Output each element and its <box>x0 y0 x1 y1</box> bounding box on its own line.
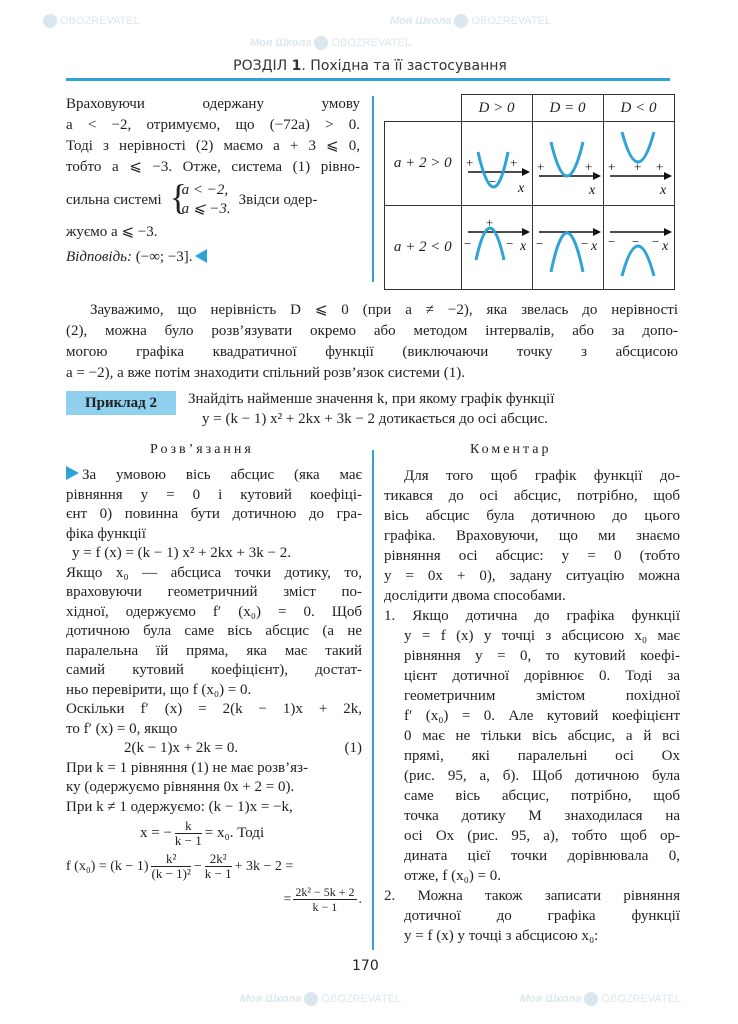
svg-text:−: − <box>580 236 588 251</box>
section-label: РОЗДІЛ <box>233 58 288 74</box>
section-number: 1 <box>291 58 302 74</box>
top-left-line: Враховуючи одержану умову <box>66 96 360 112</box>
comment-line: саме вісь абсцис, потрібно, щоб <box>404 788 680 804</box>
svg-text:+: + <box>607 159 615 174</box>
top-left-line: тобто a ⩽ −3. Отже, система (1) рівно- <box>66 159 360 175</box>
svg-text:−: − <box>651 234 659 249</box>
svg-text:−: − <box>535 236 543 251</box>
answer-label: Відповідь: <box>66 249 133 265</box>
table-corner <box>385 95 462 122</box>
parabola-graph-down-no-roots <box>604 206 674 284</box>
comment-line: геометричним змістом похідної <box>404 688 680 704</box>
axis-label: x <box>590 239 597 254</box>
svg-text:−: − <box>463 236 471 251</box>
solution-line: хідної, одержуємо f′ (x₀) = 0. Щоб <box>66 603 362 620</box>
example-statement <box>188 389 678 429</box>
section-title: . Похідна та її застосування <box>301 58 507 74</box>
equation-number: (1) <box>344 740 362 756</box>
comment-line: 0 має не тільки вісь абсцис, а й всі <box>404 728 680 744</box>
axis-label: x <box>659 183 666 198</box>
f-equation <box>66 852 362 881</box>
solution-line: Оскільки f′ (x) = 2(k − 1)x + 2k, <box>66 701 362 717</box>
sign-table <box>384 94 675 290</box>
graph-cell <box>532 122 603 206</box>
solution-line: ньо перевірити, що f (x₀) = 0. <box>66 681 252 698</box>
system-row <box>66 177 360 219</box>
end-of-solution-icon <box>195 249 207 263</box>
x-equation <box>66 819 362 848</box>
solution-line: враховуючи геометричний зміст по- <box>66 584 362 600</box>
solution-line: При k ≠ 1 одержуємо: (k − 1)x = −k, <box>66 798 293 815</box>
comment-line: осі Ox (рис. 95, а), тобто щоб ор- <box>404 828 680 844</box>
watermark: Моя Школа OBOZREVATEL <box>390 14 552 27</box>
svg-text:+: + <box>655 159 663 174</box>
solution-line: Якщо x₀ — абсциса точки дотику, то, <box>66 564 362 581</box>
equation-system <box>169 177 231 219</box>
solution-line: дотичною була саме вісь абсцис (а не <box>66 623 362 639</box>
solution-line: фіка функції <box>66 525 146 542</box>
column-divider <box>372 96 374 282</box>
top-left-text <box>66 94 360 268</box>
col-header: D = 0 <box>532 95 603 122</box>
comment-text <box>384 466 680 946</box>
comment-line: рівняння осі абсцис: y = 0 (тобто <box>384 548 680 564</box>
row-header: a + 2 > 0 <box>385 122 462 206</box>
running-header <box>60 58 680 74</box>
fraction: $\frac{\text{2k²}}{k - 1}$ <box>204 851 232 881</box>
graph-cell <box>461 122 532 206</box>
solution-line: то f′ (x) = 0, якщо <box>66 720 178 737</box>
parabola-graph-down-two-roots <box>462 206 532 284</box>
comment-line: вісь абсцис була дотичною до цього <box>384 508 680 524</box>
equation-1-row <box>66 739 362 759</box>
col-header: D > 0 <box>461 95 532 122</box>
col-header: D < 0 <box>603 95 674 122</box>
page-number: 170 <box>352 958 379 974</box>
comment-line: y = f (x) у точці з абсцисою x₀: <box>404 928 599 944</box>
graph-cell <box>461 206 532 290</box>
remark-line: a = −2), а вже потім знаходити спільний розв’язок системи (1). <box>66 365 465 381</box>
svg-text:−: − <box>631 234 639 249</box>
solution-line: За умовою вісь абсцис (яка має <box>66 466 362 486</box>
remark-line: Зауважимо, що нерівність D ⩽ 0 (при a ≠ −2), яка звелась до нерівності <box>90 302 678 318</box>
watermark: OBOZREVATEL <box>40 14 140 28</box>
comment-line: отже, f (x₀) = 0. <box>404 868 502 884</box>
f-minus: − <box>193 858 202 874</box>
solution-line: паралельна їй пряма, яка має такий <box>66 642 362 659</box>
parabola-graph-down-one-root <box>533 206 603 284</box>
solution-line: єнт 0) повинна бути дотичною до гра- <box>66 506 362 522</box>
svg-text:+: + <box>536 159 544 174</box>
graph-cell <box>532 206 603 290</box>
solution-line: ку (одержуємо рівняння 0x + 2 = 0). <box>66 779 295 795</box>
top-left-line: Тоді з нерівності (2) маємо a + 3 ⩽ 0, <box>66 138 360 154</box>
example-badge: Приклад 2 <box>66 391 176 415</box>
watermark: Моя Школа OBOZREVATEL <box>240 992 402 1005</box>
svg-text:−: − <box>607 234 615 249</box>
res-dot: . <box>358 891 362 907</box>
parabola-graph-up-one-root <box>533 122 603 200</box>
parabola-graph-up-no-roots <box>604 122 674 200</box>
solution-title: Розв’язання <box>150 442 254 457</box>
comment-line: 2. Можна також записати рівняння <box>384 888 680 904</box>
x-eq-left: x = − <box>140 824 172 841</box>
graph-cell <box>603 122 674 206</box>
f-eq-left: f (x₀) = (k − 1) <box>66 858 149 874</box>
example-line: y = (k − 1) x² + 2kx + 3k − 2 дотикається до осі абсцис. <box>202 411 548 427</box>
solution-start-icon <box>66 466 79 480</box>
svg-text:+: + <box>509 155 517 170</box>
comment-line: y = 0x + 0), задану ситуацію можна <box>384 568 680 584</box>
answer <box>66 247 360 268</box>
solution-line: 2(k − 1)x + 2k = 0. <box>124 740 239 756</box>
fraction: $\frac{\text{k²}}{\text{(k − 1)²}}$ <box>151 851 191 881</box>
example-line: Знайдіть найменше значення k, при якому графік функції <box>188 391 555 407</box>
graph-cell <box>603 206 674 290</box>
comment-title: Коментар <box>470 442 552 457</box>
remark-line: могою графіка квадратичної функції (виключаючи точку з абсцисою <box>66 344 678 360</box>
axis-label: x <box>517 181 524 196</box>
top-left-line: a < −2, отримуємо, що (−72a) > 0. <box>66 117 360 133</box>
answer-value: (−∞; −3]. <box>135 249 193 265</box>
comment-line: 1. Якщо дотична до графіка функції <box>384 608 680 624</box>
comment-line: графіка. Враховуючи, що ми знаємо <box>384 528 680 544</box>
top-left-line: Звідси одер- <box>238 191 318 208</box>
system-brace: { <box>169 177 187 217</box>
header-rule <box>66 78 670 81</box>
svg-text:−: − <box>488 174 496 189</box>
comment-line: дината цієї точки дорівнювала 0, <box>404 848 680 864</box>
comment-line: рівняння y = 0, то кутовий коефі- <box>404 648 680 664</box>
fraction: $\frac{k}{k - 1}$ <box>174 818 202 848</box>
svg-text:+: + <box>465 155 473 170</box>
comment-line: точка дотику M знаходилася на <box>404 808 680 824</box>
comment-line: f′ (x₀) = 0. Але кутовий коефіцієнт <box>404 708 680 724</box>
comment-line: дослідити двома способами. <box>384 588 566 604</box>
comment-line: дотичної до графіка функції <box>404 908 680 924</box>
system-line-1: a < −2, <box>181 182 229 198</box>
parabola-graph-up-two-roots <box>462 122 532 200</box>
remark <box>66 300 678 384</box>
solution-line: рівняння y = 0 і кутовий коефіці- <box>66 486 362 503</box>
res-eq: = <box>283 891 292 907</box>
svg-text:+: + <box>633 159 641 174</box>
system-line-2: a ⩽ −3. <box>181 201 231 217</box>
comment-line: Для того щоб графік функції до- <box>404 468 680 484</box>
solution-text <box>66 466 362 914</box>
solution-line: самий кутовий коефіцієнт), достат- <box>66 662 362 678</box>
comment-line: y = f (x) у точці з абсцисою x₀ має <box>404 628 680 644</box>
svg-text:+: + <box>584 159 592 174</box>
watermark: Моя Школа OBOZREVATEL <box>250 36 412 49</box>
axis-label: x <box>661 239 668 254</box>
svg-text:+: + <box>485 215 493 230</box>
column-divider <box>372 450 374 950</box>
row-header: a + 2 < 0 <box>385 206 462 290</box>
comment-line: тикався до осі абсцис, потрібно, щоб <box>384 488 680 504</box>
watermark: Моя Школа OBOZREVATEL <box>520 992 682 1005</box>
axis-label: x <box>588 183 595 198</box>
x-eq-right: = x₀. Тоді <box>204 824 265 841</box>
top-left-line: сильна системі <box>66 191 162 208</box>
comment-line: (рис. 95, а, б). Щоб дотичною була <box>404 768 680 784</box>
top-left-line: жуємо a ⩽ −3. <box>66 224 158 240</box>
comment-line: прямі, які паралельні осі Ox <box>404 748 680 764</box>
solution-line: y = f (x) = (k − 1) x² + 2kx + 3k − 2. <box>72 545 291 561</box>
f-eq-right: + 3k − 2 = <box>234 858 294 874</box>
axis-label: x <box>519 239 526 254</box>
solution-line: При k = 1 рівняння (1) не має розв’яз- <box>66 759 308 776</box>
result-equation <box>66 885 362 914</box>
comment-line: цієнт дотичної дорівнює 0. Тоді за <box>404 668 680 684</box>
remark-line: (2), можна було розв’язувати окремо або методом інтервалів, або за допо- <box>66 323 678 339</box>
svg-text:−: − <box>505 236 513 251</box>
fraction: $\frac{\text{2k² − 5k + 2}}{k - 1}$ <box>295 885 355 914</box>
